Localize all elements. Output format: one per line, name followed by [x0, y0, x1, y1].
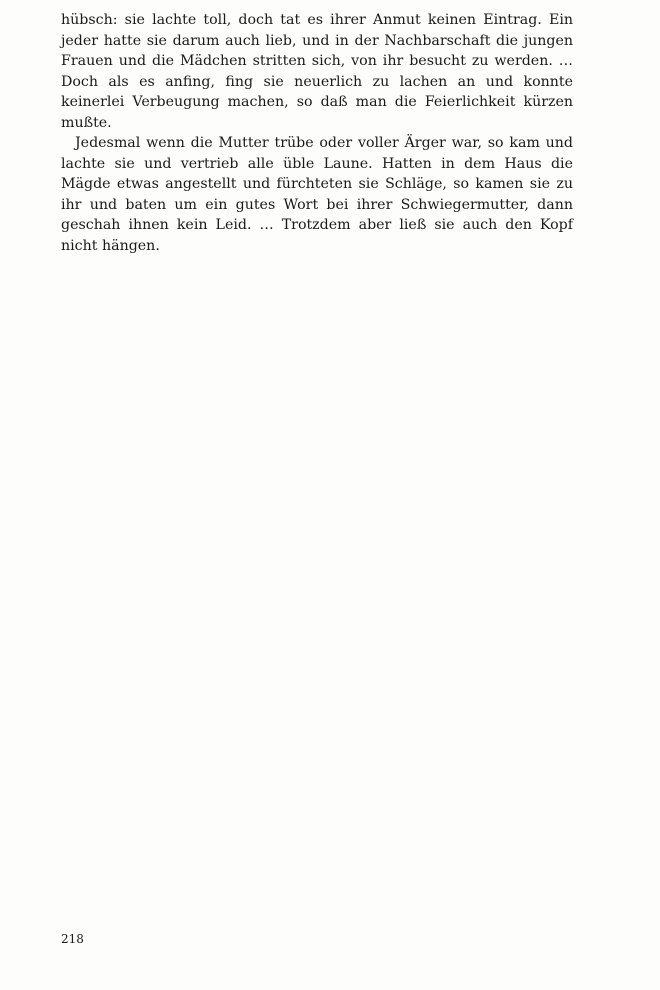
paragraph-continuation: hübsch: sie lachte toll, doch tat es ihrer Anmut keinen Eintrag. Ein jeder hatte sie darum auch lieb, und in der Nachbarschaft die jungen Frauen und die Mädchen stritten sich, von ihr besucht zu werden. … Doch als es anfing, fing sie neuerlich zu lachen an und konnte keinerlei Verbeugung machen, so daß man die Feierlichkeit kürzen mußte.: [61, 12, 573, 131]
page-number: 218: [61, 932, 84, 946]
paragraph-jedesmal: Jedesmal wenn die Mutter trübe oder voller Ärger war, so kam und lachte sie und vertrieb alle üble Laune. Hatten in dem Haus die Mägde etwas angestellt und fürchteten sie Schläge, so kamen sie zu ihr und baten um ein gutes Wort bei ihrer Schwiegermutter, dann geschah ihnen kein Leid. … Trotzdem aber ließ sie auch den Kopf nicht hängen.: [61, 135, 573, 254]
body-text: [61, 10, 573, 256]
